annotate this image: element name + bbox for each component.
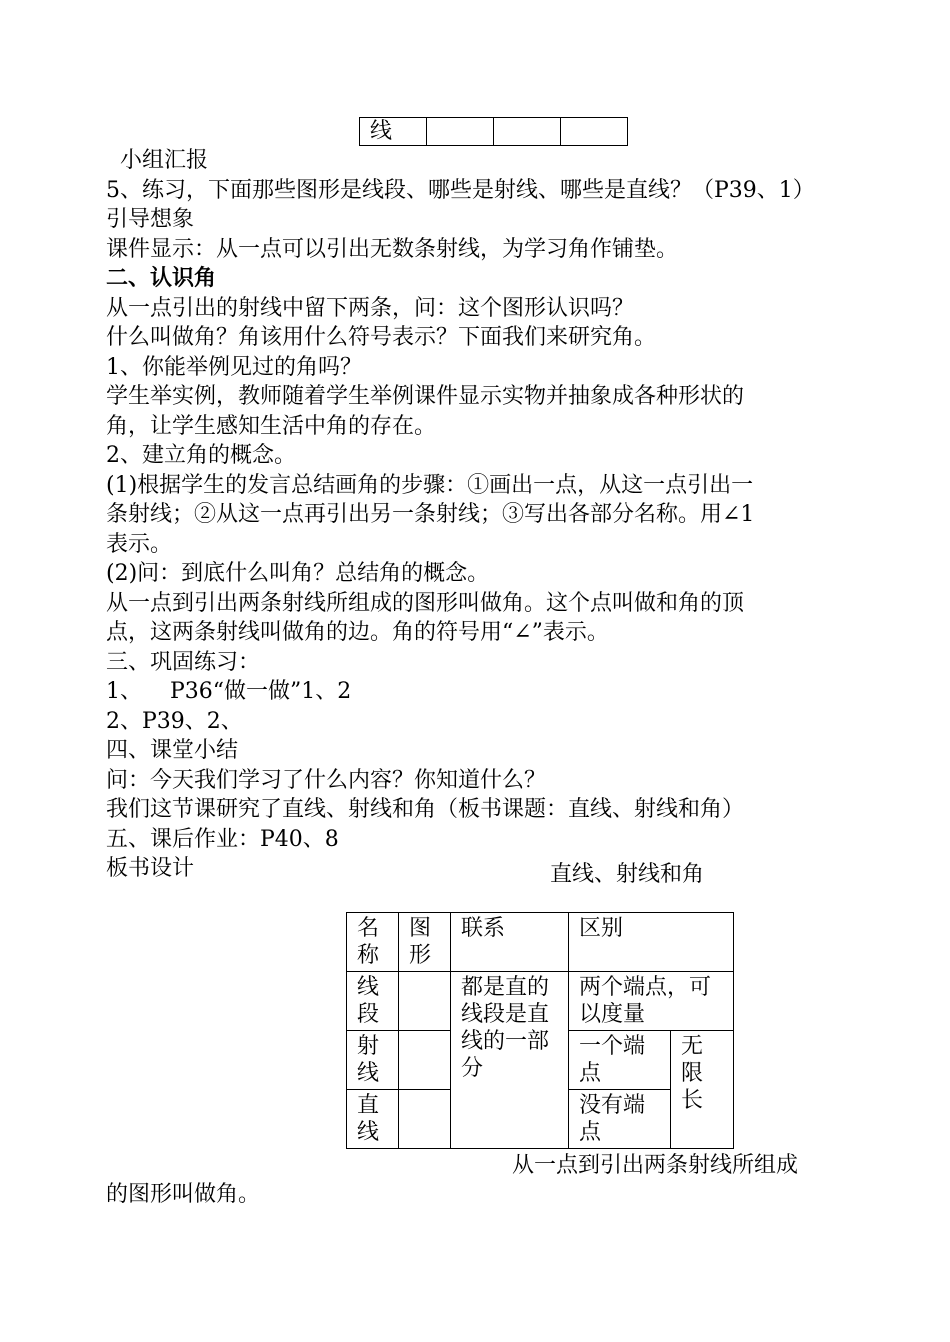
paragraph: 表示。: [106, 531, 173, 557]
paragraph: 1、你能举例见过的角吗？: [106, 354, 362, 380]
paragraph: 1、 P36“做一做”1、2: [106, 679, 352, 704]
section-heading: 四、课堂小结: [106, 738, 239, 763]
header-cell: 图形: [399, 913, 451, 972]
paragraph: 点，这两条射线叫做角的边。角的符号用“∠”表示。: [106, 620, 609, 645]
table-cell: 直线: [347, 1090, 399, 1149]
table-cell: 线: [360, 118, 427, 146]
table-cell: [399, 1031, 451, 1090]
table-row: [347, 972, 734, 1031]
table-cell: 没有端点: [569, 1090, 671, 1149]
paragraph: (2)问：到底什么叫角？总结角的概念。: [106, 561, 490, 586]
paragraph: 引导想象: [106, 207, 195, 232]
section-heading: 二、认识角: [106, 265, 217, 291]
table-cell: [399, 972, 451, 1031]
paragraph: 从一点到引出两条射线所组成的图形叫做角。这个点叫做和角的顶: [106, 590, 745, 616]
table-cell: [427, 118, 494, 146]
paragraph: 板书设计: [106, 856, 195, 881]
paragraph: (1)根据学生的发言总结画角的步骤：①画出一点，从这一点引出一: [106, 472, 754, 498]
table-row: [360, 118, 628, 146]
paragraph: 2、建立角的概念。: [106, 443, 296, 468]
table-cell: 都是直的线段是直线的一部分: [451, 972, 569, 1149]
paragraph: 条射线；②从这一点再引出另一条射线；③写出各部分名称。用∠1: [106, 502, 755, 527]
paragraph: 问：今天我们学习了什么内容？你知道什么？: [106, 767, 547, 793]
table-cell: 射线: [347, 1031, 399, 1090]
header-cell: 区别: [569, 913, 734, 972]
paragraph: 5、练习，下面那些图形是线段、哪些是射线、哪些是直线？（P39、1）: [106, 177, 815, 203]
table-cell: [399, 1090, 451, 1149]
paragraph: 学生举实例，教师随着学生举例课件显示实物并抽象成各种形状的: [106, 384, 745, 409]
table-cell: [561, 118, 628, 146]
header-cell: 名称: [347, 913, 399, 972]
board-table: [346, 912, 734, 1149]
table-cell: [494, 118, 561, 146]
paragraph: 什么叫做角？角该用什么符号表示？下面我们来研究角。: [106, 325, 657, 350]
paragraph: 从一点引出的射线中留下两条，问：这个图形认识吗？: [106, 295, 635, 321]
table-cell: 一个端点: [569, 1031, 671, 1090]
paragraph: 小组汇报: [120, 148, 209, 173]
table-cell: 两个端点，可以度量: [569, 972, 734, 1031]
section-heading: 五、课后作业：P40、8: [106, 826, 339, 852]
paragraph: 我们这节课研究了直线、射线和角（板书课题：直线、射线和角）: [106, 797, 745, 822]
table-cell: 无限长: [671, 1031, 734, 1149]
paragraph: 角，让学生感知生活中角的存在。: [106, 413, 437, 439]
table-row: [347, 913, 734, 972]
paragraph: 的图形叫做角。: [106, 1182, 261, 1207]
paragraph: 2、P39、2、: [106, 708, 243, 734]
document-body: [106, 146, 846, 884]
paragraph: 从一点到引出两条射线所组成: [512, 1153, 799, 1178]
top-table: [359, 117, 628, 146]
board-title: 直线、射线和角: [550, 862, 705, 887]
paragraph: 课件显示：从一点可以引出无数条射线，为学习角作铺垫。: [106, 236, 679, 262]
section-heading: 三、巩固练习：: [106, 649, 261, 675]
header-cell: 联系: [451, 913, 569, 972]
table-cell: 线段: [347, 972, 399, 1031]
